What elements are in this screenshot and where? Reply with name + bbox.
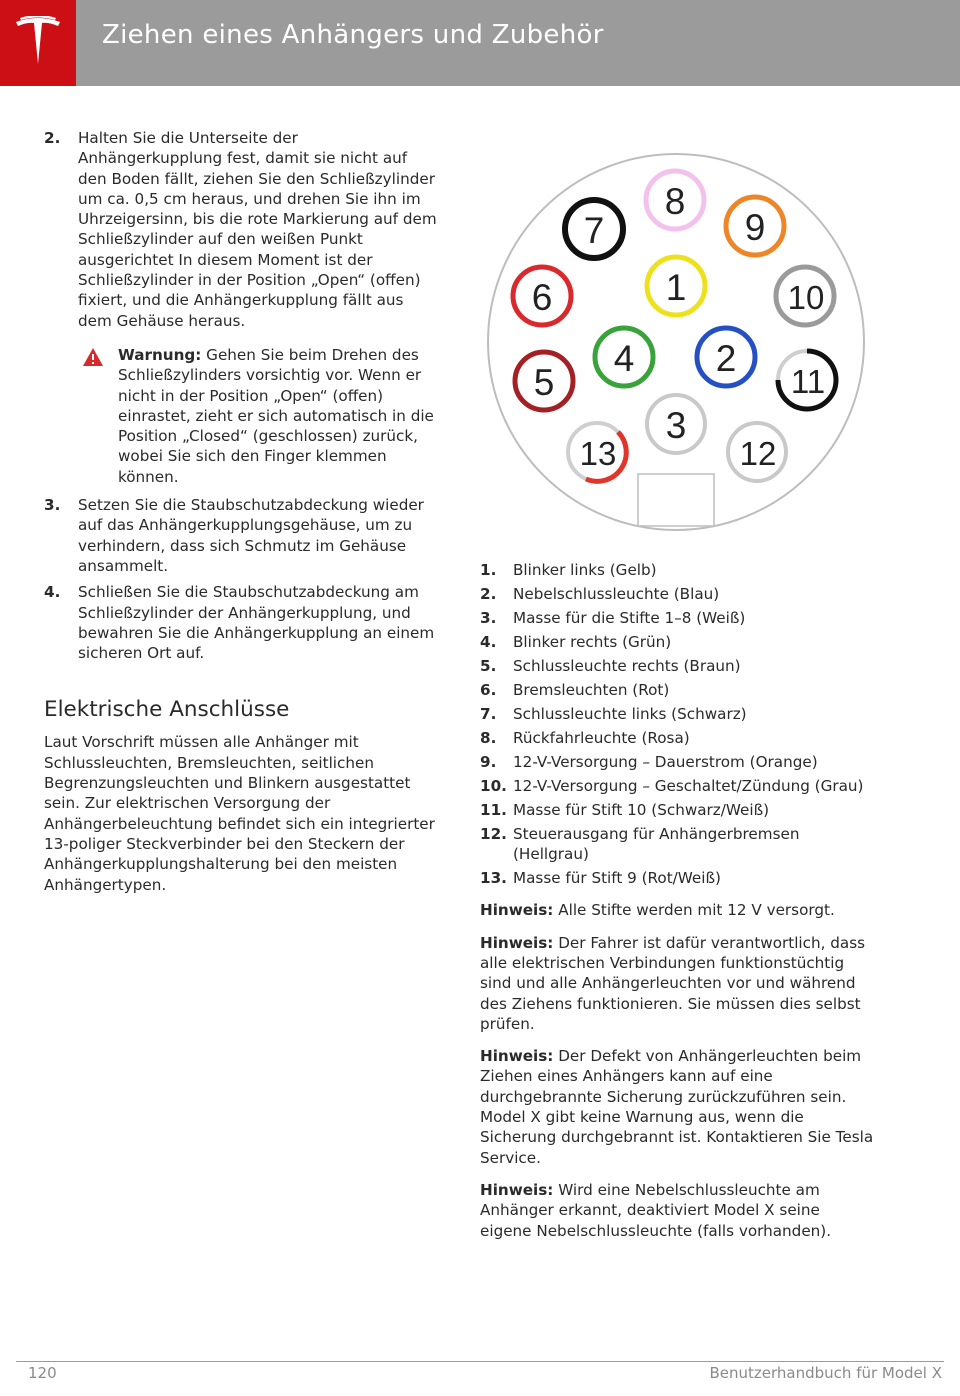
page-header [0,0,960,86]
pin-label: 13 [579,435,617,472]
right-column [480,560,875,1241]
logo-box [0,0,76,86]
note [480,1046,875,1168]
warning-label: Warnung: [118,345,202,364]
pin-list [480,560,875,888]
manual-title: Benutzerhandbuch für Model X [709,1364,942,1382]
list-item [480,752,875,772]
list-item [480,704,875,724]
list-item [480,728,875,748]
list-text: Bremsleuchten (Rot) [513,680,670,699]
pin-label: 9 [744,207,766,248]
list-number: 10. [480,776,507,795]
note-label: Hinweis: [480,1180,554,1199]
list-number: 12. [480,824,507,843]
note-text: Der Defekt von Anhängerleuchten beim Ziehen eines Anhängers kann auf eine durchgebrannte Sicherung zurückzuführen sein. Model X gibt keine Warnung aus, wenn die Sicherung durchgebrannt ist. Kontaktieren Sie Tesla Service. [480,1047,874,1167]
list-item [480,824,875,865]
note-label: Hinweis: [480,1047,554,1066]
pin-label: 11 [790,363,826,400]
list-number: 7. [480,704,497,723]
pin-label: 8 [664,181,686,222]
step-item [44,582,440,663]
page-title: Ziehen eines Anhängers und Zubehör [102,20,604,50]
pin-label: 4 [613,338,635,379]
section-heading: Elektrische Anschlüsse [44,697,290,723]
pin-label: 12 [739,435,777,472]
list-number: 6. [480,680,497,699]
pin-label: 5 [533,362,555,403]
list-number: 13. [480,869,507,888]
list-number: 1. [480,561,497,579]
list-text: 12-V-Versorgung – Dauerstrom (Orange) [513,752,818,771]
step-text: Setzen Sie die Staubschutzabdeckung wieder auf das Anhängerkupplungsgehäuse, um zu verhindern, dass sich Schmutz im Gehäuse ansammelt. [78,496,424,575]
pin-label: 2 [715,338,737,379]
pin-label: 3 [665,405,687,446]
list-number: 3. [480,608,497,627]
list-item [480,680,875,700]
warning-icon [82,347,104,367]
section-paragraph: Laut Vorschrift müssen alle Anhänger mit Schlussleuchten, Bremsleuchten, seitlichen Begrenzungsleuchten und Blinkern ausgestattet sein. Zur elektrischen Versorgung der Anhängerbeleuchtung befindet sich ein integrierter 13-poliger Steckverbinder bei den Steckern der Anhängerkupplungshalterung bei den meisten Anhängertypen. [44,733,435,894]
warning-text: Gehen Sie beim Drehen des Schließzylinders vorsichtig vor. Wenn er nicht in der Position „Open“ (offen) einrastet, zieht er sich automatisch in die Position „Closed“ (geschlossen) zurück, wobei Sie sich den Finger klemmen können. [118,345,434,486]
warning-box [44,345,440,487]
connector-key-tab [638,474,714,526]
list-item [480,868,875,888]
list-item [480,608,875,628]
list-text: Blinker rechts (Grün) [513,632,672,651]
list-number: 5. [480,656,497,675]
list-number: 4. [480,632,497,651]
pin-label: 7 [583,210,605,251]
note-label: Hinweis: [480,901,554,920]
list-item [480,656,875,676]
step-text: Schließen Sie die Staubschutzabdeckung am Schließzylinder der Anhängerkupplung, und bewahren Sie die Anhängerkupplung an einem sicheren Ort auf. [78,583,435,663]
tesla-logo-icon [14,16,62,68]
list-text: Rückfahrleuchte (Rosa) [513,728,690,747]
step-text: Halten Sie die Unterseite der Anhängerkupplung fest, damit sie nicht auf den Boden fällt, ziehen Sie den Schließzylinder um ca. 0,5 cm heraus, und drehen Sie ihn im Uhrzeigersinn, bis die rote Markierung auf dem Schließzylinder auf den weißen Punkt ausgerichtet In diesem Moment ist der Schließzylinder in der Position „Open“ (offen) fixiert, und die Anhängerkupplung fällt aus dem Gehäuse heraus. [78,129,437,330]
list-text: Masse für Stift 10 (Schwarz/Weiß) [513,800,770,819]
list-text: Masse für die Stifte 1–8 (Weiß) [513,608,746,627]
list-number: 8. [480,728,497,747]
list-item [480,800,875,820]
note-text: Der Fahrer ist dafür verantwortlich, dass alle elektrischen Verbindungen funktionstüchtig sind und alle Anhängerleuchten vor und während des Ziehens funktionieren. Sie müssen dies selbst prüfen. [480,933,866,1033]
step-number: 3. [44,496,61,515]
note [480,933,875,1034]
list-item [480,584,875,604]
step-number: 4. [44,583,61,602]
list-text: Masse für Stift 9 (Rot/Weiß) [513,869,721,888]
list-text: Schlussleuchte links (Schwarz) [513,704,747,723]
list-text: Blinker links (Gelb) [513,561,657,579]
step-number: 2. [44,129,61,147]
list-text: Steuerausgang für Anhängerbremsen (Hellgrau) [513,824,800,864]
note-text: Alle Stifte werden mit 12 V versorgt. [553,901,835,920]
list-number: 11. [480,800,507,819]
list-text: 12-V-Versorgung – Geschaltet/Zündung (Grau) [513,776,864,795]
left-column [44,128,440,895]
pin-label: 6 [531,277,553,318]
note-text: Wird eine Nebelschlussleuchte am Anhänger erkannt, deaktiviert Model X seine eigene Nebelschlussleuchte (falls vorhanden). [480,1180,832,1240]
note [480,900,875,920]
pin-label: 1 [665,267,687,308]
list-text: Nebelschlussleuchte (Blau) [513,584,720,603]
list-item [480,560,875,580]
page-number: 120 [28,1364,57,1382]
note [480,1180,875,1241]
step-item [44,495,440,576]
connector-diagram [486,152,866,532]
footer-divider [16,1361,944,1362]
step-item [44,128,440,331]
list-text: Schlussleuchte rechts (Braun) [513,656,741,675]
pin-label: 10 [787,279,825,316]
list-item [480,776,875,796]
list-number: 2. [480,584,497,603]
note-label: Hinweis: [480,933,554,952]
list-item [480,632,875,652]
list-number: 9. [480,752,497,771]
